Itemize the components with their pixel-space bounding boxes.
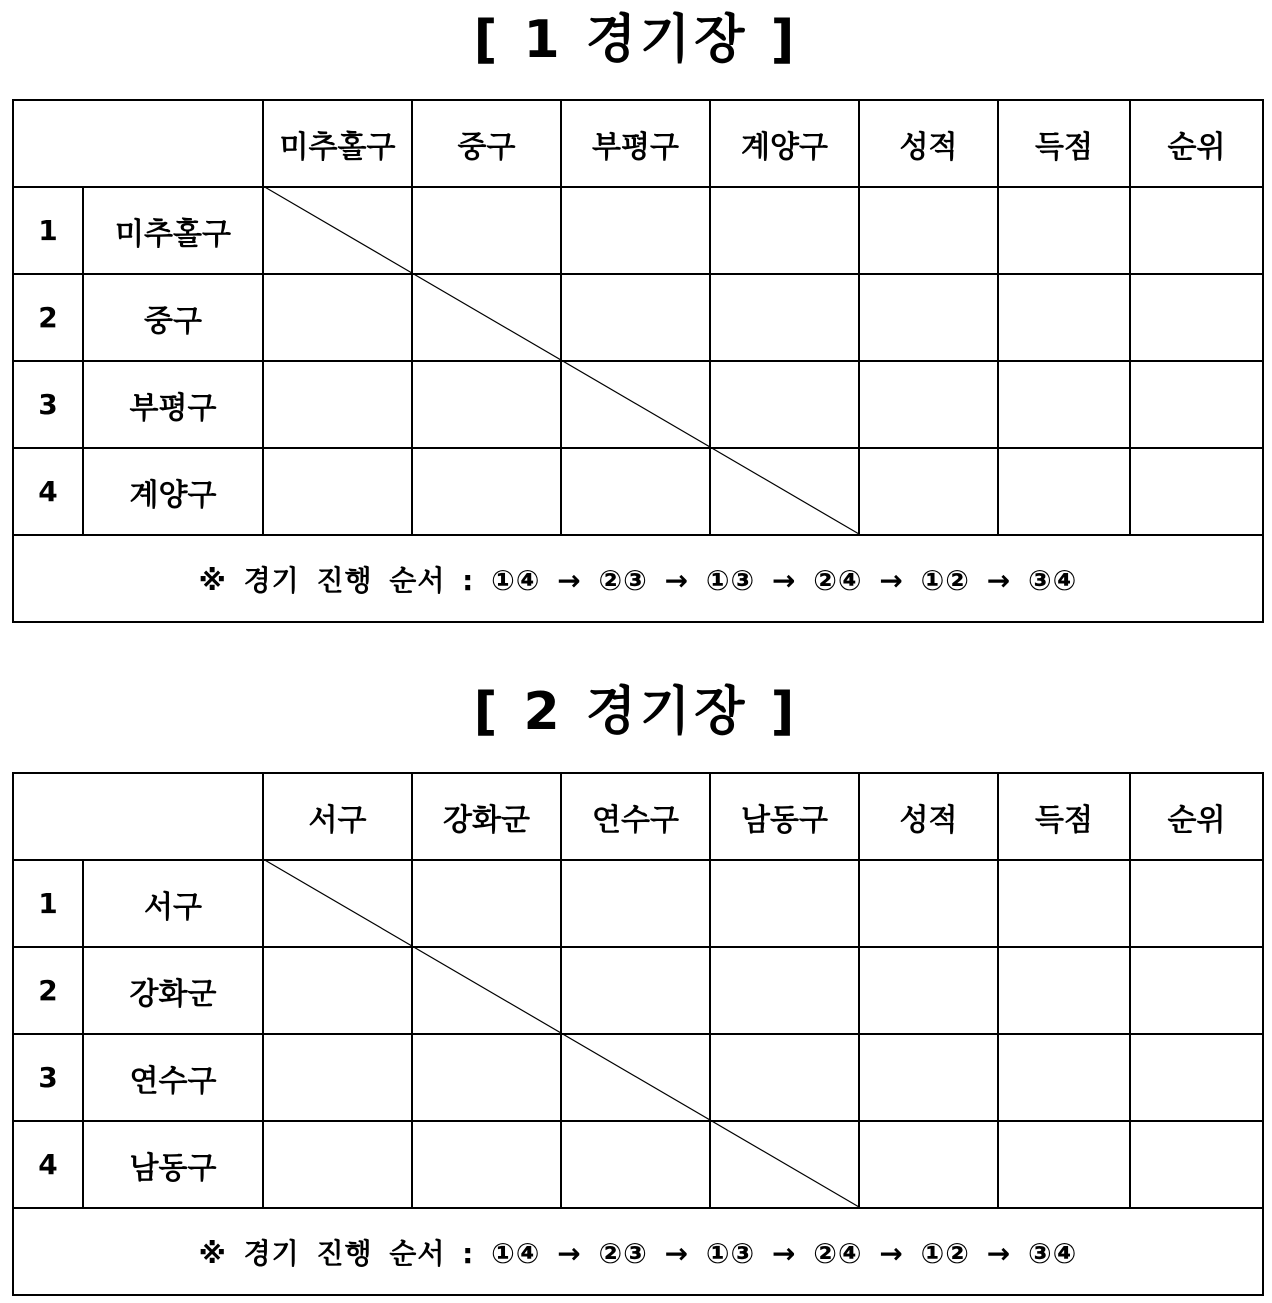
result-cell[interactable] — [710, 947, 859, 1034]
column-header: 중구 — [412, 100, 561, 187]
row-team: 부평구 — [83, 361, 263, 448]
column-header: 연수구 — [561, 773, 710, 860]
row-team: 남동구 — [83, 1121, 263, 1208]
table-row — [13, 361, 1263, 448]
result-cell[interactable] — [412, 1034, 561, 1121]
header-row — [13, 100, 1263, 187]
points-cell[interactable] — [998, 274, 1130, 361]
result-cell[interactable] — [561, 448, 710, 535]
column-header-record: 성적 — [859, 100, 998, 187]
record-cell[interactable] — [859, 947, 998, 1034]
result-cell[interactable] — [561, 860, 710, 947]
rank-cell[interactable] — [1130, 1034, 1263, 1121]
points-cell[interactable] — [998, 860, 1130, 947]
table-row — [13, 1034, 1263, 1121]
result-cell[interactable] — [412, 187, 561, 274]
column-header-rank: 순위 — [1130, 773, 1263, 860]
result-cell[interactable] — [263, 1121, 412, 1208]
record-cell[interactable] — [859, 1034, 998, 1121]
points-cell[interactable] — [998, 1121, 1130, 1208]
column-header: 남동구 — [710, 773, 859, 860]
row-number: 2 — [13, 274, 83, 361]
result-cell[interactable] — [412, 448, 561, 535]
result-cell[interactable] — [710, 274, 859, 361]
row-team: 중구 — [83, 274, 263, 361]
result-cell[interactable] — [263, 947, 412, 1034]
row-number: 3 — [13, 361, 83, 448]
rank-cell[interactable] — [1130, 187, 1263, 274]
footer-row — [13, 535, 1263, 622]
league-table — [12, 772, 1262, 1295]
column-header: 강화군 — [412, 773, 561, 860]
rank-cell[interactable] — [1130, 448, 1263, 535]
record-cell[interactable] — [859, 274, 998, 361]
points-cell[interactable] — [998, 448, 1130, 535]
record-cell[interactable] — [859, 860, 998, 947]
corner-cell — [13, 773, 263, 860]
points-cell[interactable] — [998, 1034, 1130, 1121]
result-cell[interactable] — [710, 187, 859, 274]
rank-cell[interactable] — [1130, 947, 1263, 1034]
column-header-record: 성적 — [859, 773, 998, 860]
points-cell[interactable] — [998, 361, 1130, 448]
match-order-note: ※ 경기 진행 순서 : ①④ → ②③ → ①③ → ②④ → ①② → ③④ — [13, 1208, 1263, 1295]
result-cell[interactable] — [263, 860, 412, 947]
row-number: 3 — [13, 1034, 83, 1121]
result-cell[interactable] — [561, 187, 710, 274]
record-cell[interactable] — [859, 1121, 998, 1208]
row-number: 2 — [13, 947, 83, 1034]
rank-cell[interactable] — [1130, 361, 1263, 448]
row-team: 미추홀구 — [83, 187, 263, 274]
result-cell[interactable] — [412, 1121, 561, 1208]
rank-cell[interactable] — [1130, 1121, 1263, 1208]
result-cell[interactable] — [710, 1121, 859, 1208]
result-cell[interactable] — [263, 448, 412, 535]
result-cell[interactable] — [561, 361, 710, 448]
row-team: 계양구 — [83, 448, 263, 535]
result-cell[interactable] — [412, 361, 561, 448]
rank-cell[interactable] — [1130, 860, 1263, 947]
table-row — [13, 187, 1263, 274]
header-row — [13, 773, 1263, 860]
record-cell[interactable] — [859, 187, 998, 274]
points-cell[interactable] — [998, 947, 1130, 1034]
row-team: 강화군 — [83, 947, 263, 1034]
result-cell[interactable] — [561, 947, 710, 1034]
league-table — [12, 99, 1262, 622]
table-row — [13, 448, 1263, 535]
footer-row — [13, 1208, 1263, 1295]
result-cell[interactable] — [263, 187, 412, 274]
column-header-points: 득점 — [998, 100, 1130, 187]
result-cell[interactable] — [710, 448, 859, 535]
row-number: 4 — [13, 448, 83, 535]
row-number: 1 — [13, 860, 83, 947]
record-cell[interactable] — [859, 448, 998, 535]
table-row — [13, 1121, 1263, 1208]
venue-title: [ 2 경기장 ] — [473, 682, 799, 742]
result-cell[interactable] — [710, 860, 859, 947]
rank-cell[interactable] — [1130, 274, 1263, 361]
result-cell[interactable] — [412, 274, 561, 361]
result-cell[interactable] — [710, 1034, 859, 1121]
points-cell[interactable] — [998, 187, 1130, 274]
corner-cell — [13, 100, 263, 187]
column-header: 계양구 — [710, 100, 859, 187]
row-team: 서구 — [83, 860, 263, 947]
result-cell[interactable] — [263, 274, 412, 361]
result-cell[interactable] — [412, 860, 561, 947]
column-header-points: 득점 — [998, 773, 1130, 860]
row-team: 연수구 — [83, 1034, 263, 1121]
match-order-note: ※ 경기 진행 순서 : ①④ → ②③ → ①③ → ②④ → ①② → ③④ — [13, 535, 1263, 622]
result-cell[interactable] — [263, 361, 412, 448]
table-row — [13, 860, 1263, 947]
column-header-rank: 순위 — [1130, 100, 1263, 187]
row-number: 1 — [13, 187, 83, 274]
result-cell[interactable] — [710, 361, 859, 448]
result-cell[interactable] — [263, 1034, 412, 1121]
result-cell[interactable] — [561, 1121, 710, 1208]
column-header: 서구 — [263, 773, 412, 860]
result-cell[interactable] — [412, 947, 561, 1034]
record-cell[interactable] — [859, 361, 998, 448]
row-number: 4 — [13, 1121, 83, 1208]
result-cell[interactable] — [561, 1034, 710, 1121]
result-cell[interactable] — [561, 274, 710, 361]
table-row — [13, 274, 1263, 361]
venue-title: [ 1 경기장 ] — [473, 10, 799, 70]
column-header: 미추홀구 — [263, 100, 412, 187]
column-header: 부평구 — [561, 100, 710, 187]
table-row — [13, 947, 1263, 1034]
